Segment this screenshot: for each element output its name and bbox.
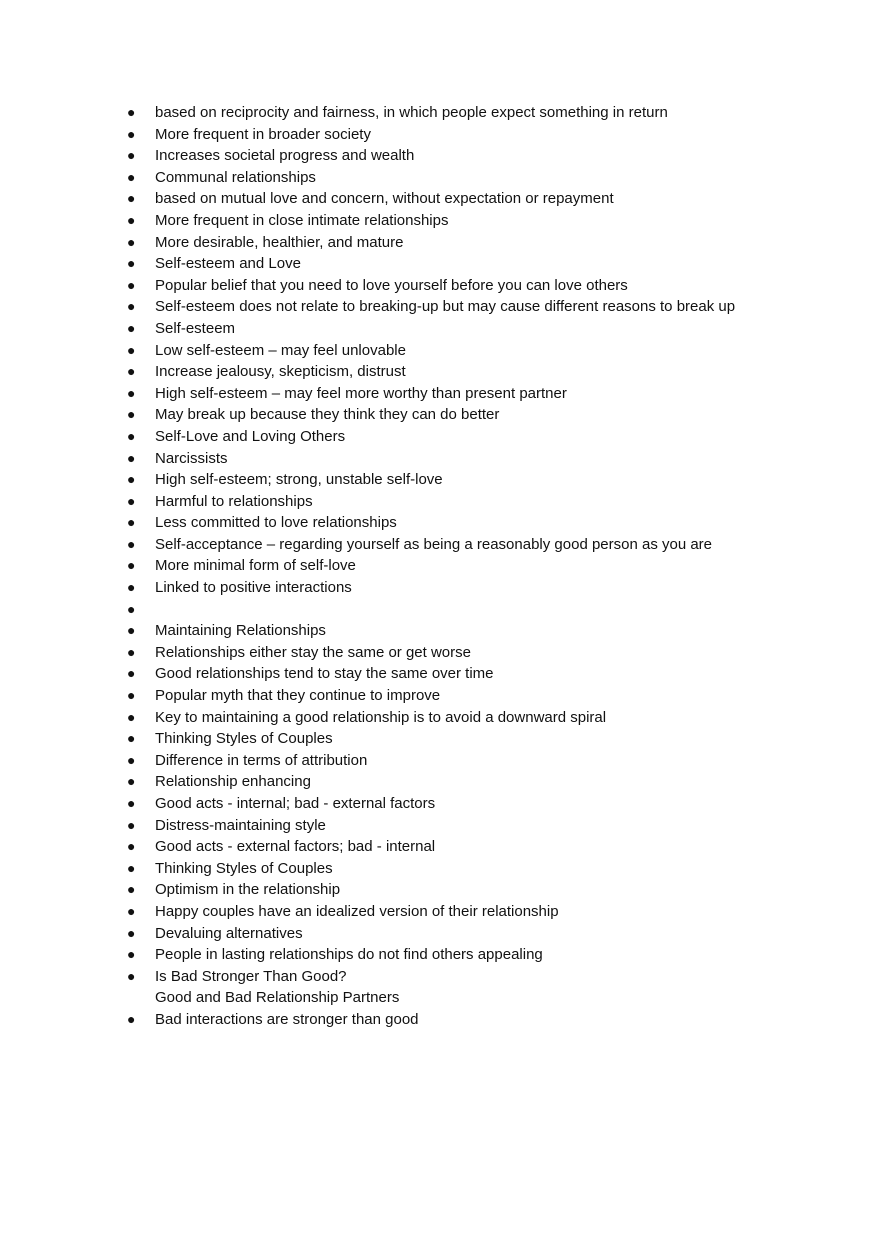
list-item-text: Self-Love and Loving Others (155, 427, 346, 445)
bullet-icon: ● (127, 751, 136, 768)
bullet-icon: ● (127, 341, 136, 358)
list-item (127, 210, 847, 232)
list-item (127, 599, 847, 621)
bullet-icon: ● (127, 795, 136, 811)
list-item-text: Key to maintaining a good relationship is to avoid a downward spiral (155, 708, 607, 726)
bullet-icon: ● (127, 773, 136, 790)
list-item-text: Relationship enhancing (155, 773, 311, 791)
bullet-icon: ● (127, 535, 136, 552)
list-item-text: Self-acceptance – regarding yourself as being a reasonably good person as you are (155, 535, 713, 553)
bullet-icon: ● (127, 147, 136, 164)
bullet-icon: ● (127, 557, 136, 574)
list-item (127, 966, 847, 988)
bullet-list (127, 102, 847, 1031)
bullet-icon: ● (127, 579, 136, 596)
bullet-icon: ● (127, 471, 136, 488)
list-item (127, 534, 847, 556)
list-item-text: People in lasting relationships do not find others appealing (155, 946, 543, 964)
list-item (127, 707, 847, 729)
list-item (127, 102, 847, 124)
bullet-icon: ● (127, 1010, 136, 1027)
list-item-text: Maintaining Relationships (155, 622, 326, 640)
list-item-text: Increases societal progress and wealth (155, 147, 415, 165)
list-item (127, 987, 847, 1009)
list-item-text: Relationships either stay the same or get worse (155, 643, 471, 661)
list-item-text: based on mutual love and concern, without expectation or repayment (155, 190, 614, 208)
list-item-text: Devaluing alternatives (155, 924, 303, 942)
bullet-icon: ● (127, 967, 136, 984)
list-item (127, 642, 847, 664)
list-item-text: Self-esteem does not relate to breaking-up but may cause different reasons to break up (155, 298, 736, 316)
list-item (127, 793, 847, 815)
list-item (127, 858, 847, 880)
list-item-text: Thinking Styles of Couples (155, 730, 333, 748)
list-item-text: Good relationships tend to stay the same over time (155, 665, 494, 683)
list-item-text: Popular myth that they continue to improve (155, 687, 441, 705)
list-item (127, 728, 847, 750)
bullet-icon: ● (127, 946, 136, 963)
list-item-text: Less committed to love relationships (155, 514, 397, 532)
list-item-text: Optimism in the relationship (155, 881, 341, 899)
bullet-icon: ● (127, 427, 136, 444)
bullet-icon: ● (127, 643, 136, 660)
list-item-text: Popular belief that you need to love yourself before you can love others (155, 276, 628, 294)
bullet-icon: ● (127, 859, 136, 876)
bullet-icon: ● (127, 255, 136, 272)
list-item (127, 1009, 847, 1031)
bullet-icon: ● (127, 708, 136, 725)
list-item-text: Bad interactions are stronger than good (155, 1010, 419, 1028)
list-item-text: Thinking Styles of Couples (155, 859, 333, 877)
bullet-icon: ● (127, 514, 136, 531)
list-item (127, 944, 847, 966)
list-item (127, 577, 847, 599)
bullet-icon: ● (127, 816, 136, 833)
bullet-icon: ● (127, 622, 136, 639)
list-item-text: Self-esteem (155, 319, 236, 337)
bullet-icon: ● (127, 190, 136, 207)
list-item (127, 750, 847, 772)
list-item-text: Good and Bad Relationship Partners (155, 989, 400, 1007)
bullet-icon: ● (127, 492, 136, 509)
list-item-text: Self-esteem and Love (155, 255, 301, 273)
list-item-text: Distress-maintaining style (155, 816, 326, 834)
list-item (127, 145, 847, 167)
list-item (127, 361, 847, 383)
list-item (127, 318, 847, 340)
bullet-icon: ● (127, 233, 136, 250)
list-item-text: High self-esteem – may feel more worthy than present partner (155, 384, 567, 402)
list-item (127, 620, 847, 642)
list-item (127, 901, 847, 923)
bullet-icon: ● (127, 665, 136, 682)
bullet-icon: ● (127, 211, 136, 228)
list-item-text: Good acts - internal; bad - external factors (155, 795, 436, 812)
list-item-text: Linked to positive interactions (155, 579, 352, 597)
bullet-icon: ● (127, 687, 136, 704)
bullet-icon: ● (127, 168, 136, 185)
bullet-icon: ● (127, 924, 136, 941)
bullet-icon: ● (127, 298, 136, 315)
list-item (127, 815, 847, 837)
list-item (127, 296, 847, 318)
list-item-text: Good acts - external factors; bad - internal (155, 838, 436, 856)
list-item (127, 188, 847, 210)
list-item-text: Harmful to relationships (155, 492, 313, 510)
list-item (127, 879, 847, 901)
bullet-icon: ● (127, 363, 136, 380)
bullet-icon: ● (127, 902, 136, 919)
list-item (127, 663, 847, 685)
bullet-icon: ● (127, 319, 136, 336)
list-item (127, 124, 847, 146)
list-item (127, 512, 847, 534)
list-item-text: Narcissists (155, 449, 228, 467)
list-item (127, 253, 847, 275)
list-item-text: based on reciprocity and fairness, in which people expect something in return (155, 104, 668, 121)
list-item-text: Is Bad Stronger Than Good? (155, 967, 347, 985)
list-item (127, 836, 847, 858)
bullet-icon: ● (127, 449, 136, 466)
list-item-text: More desirable, healthier, and mature (155, 233, 404, 251)
list-item-text: More frequent in broader society (155, 125, 371, 143)
bullet-icon: ● (127, 838, 136, 855)
bullet-icon: ● (127, 384, 136, 401)
list-item-text: Difference in terms of attribution (155, 751, 368, 769)
bullet-icon: ● (127, 406, 136, 423)
list-item (127, 923, 847, 945)
list-item (127, 555, 847, 577)
list-item (127, 404, 847, 426)
list-item-text: More minimal form of self-love (155, 557, 356, 575)
list-item-text: High self-esteem; strong, unstable self-love (155, 471, 443, 489)
bullet-icon: ● (127, 730, 136, 747)
bullet-icon: ● (127, 125, 136, 142)
list-item (127, 469, 847, 491)
list-item (127, 383, 847, 405)
list-item (127, 448, 847, 470)
list-item (127, 232, 847, 254)
list-item (127, 491, 847, 513)
list-item (127, 340, 847, 362)
bullet-icon: ● (127, 276, 136, 293)
list-item (127, 685, 847, 707)
list-item (127, 426, 847, 448)
bullet-icon: ● (127, 600, 136, 617)
list-item-text: Increase jealousy, skepticism, distrust (155, 363, 406, 381)
list-item (127, 275, 847, 297)
list-item (127, 771, 847, 793)
list-item-text: Low self-esteem – may feel unlovable (155, 341, 406, 359)
bullet-icon: ● (127, 104, 136, 120)
bullet-icon: ● (127, 881, 136, 898)
list-item-text: Happy couples have an idealized version of their relationship (155, 902, 559, 920)
list-item (127, 167, 847, 189)
list-item-text: May break up because they think they can do better (155, 406, 500, 424)
list-item-text: Communal relationships (155, 168, 316, 186)
list-item-text: More frequent in close intimate relationships (155, 211, 449, 229)
